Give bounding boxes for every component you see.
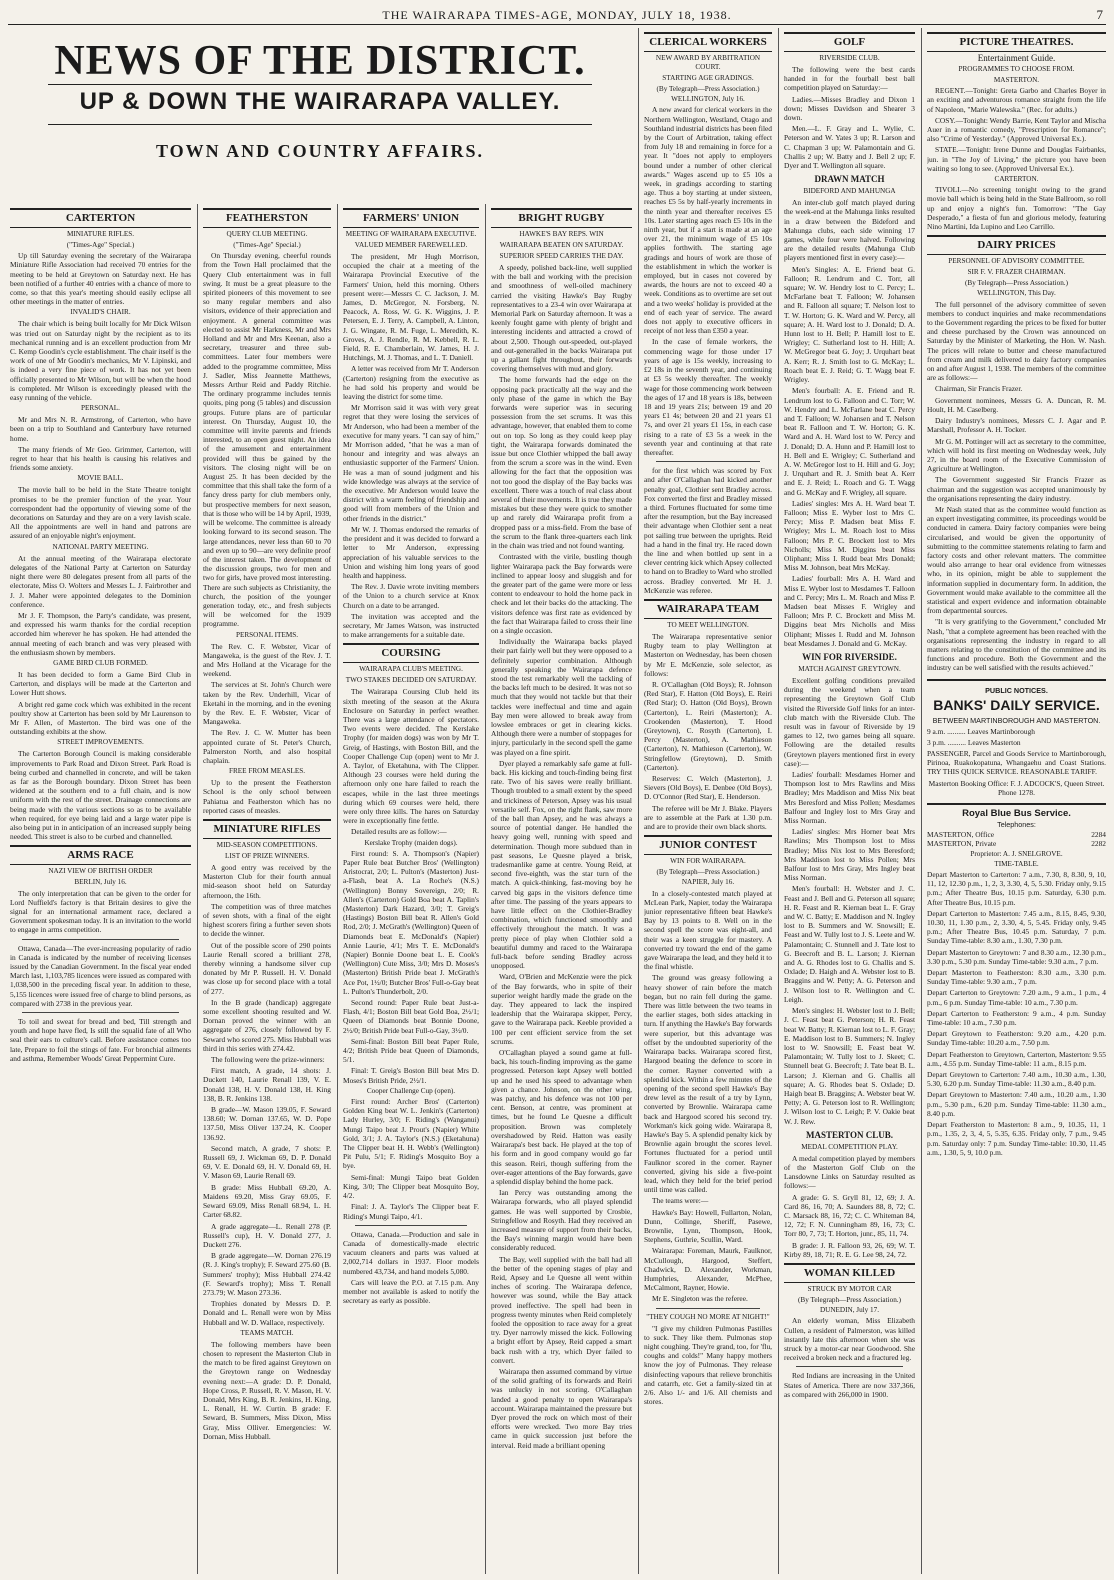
- column-rule: [638, 28, 639, 1574]
- subheading: BIDEFORD AND MAHUNGA: [803, 187, 896, 196]
- paragraph: Ladies' fourball: Mesdames Horner and Thompson lost to Mrs Rawlins and Miss Bradley; Mrs Maddison and Miss Nix beat Mrs Beresford and Miss Pollen; Mesdames Balfour and Ingley lost to Mrs Gray and Miss Norman.: [784, 770, 915, 826]
- subheading: MASTERTON.: [993, 76, 1040, 84]
- subheading: TEAMS MATCH.: [240, 1328, 294, 1337]
- paragraph: The teams were:—: [652, 1196, 709, 1206]
- timetable-entry: Depart Masterton to Featherston: 8.30 a.m., 3.30 p.m. Sunday Time-table: 9.30 a.m., 7 p.m.: [927, 968, 1106, 987]
- paragraph: The Wairarapa representative senior Rugby team to play Wellington at Masterton on Wednesday, has been chosen by Mr E. McKenzie, sole selector, as follows:: [644, 631, 772, 678]
- paragraph: Ladies.—Misses Bradley and Dixon 1 down; Misses Davidson and Shearer 3 down.: [784, 94, 915, 123]
- paragraph: The ground was greasy following a heavy shower of rain before the match began, but no rain fell during the game. There was little between the two teams in the earlier stages, both sides attacking in turn. If anything the Hawke's Bay forwards were superior, but this advantage was offset by the undoubted superiority of the Wairarapa backs. Wairarapa scored first, Hargood beating the defence to score in the corner. Rayner converted with a splendid kick. Within a few minutes of the opening of the second spell Hawke's Bay drew level as the result of a try by Lynn, converted by Brownlie. Wairarapa came back and Hargood scored his second try. Workman's kick going wide. Wairarapa 8, Hawke's Bay 5. A splendid penalty kick by Brownlie again brought the scores level. Fortunes fluctuated for a period until Faulknor scored in the corner. Rayner converted, giving his side a five-point lead, which they held for the brief period until time was called.: [644, 973, 772, 1195]
- paragraph: Individually the Wairarapa backs played their part fairly well but they were opposed to a definitely superior combination. Although generally speaking the Wairarapa defence stood the test remarkably well the tackling of the backs left much to be desired. It was not so much that they would not tackle but that their tackles were ineffectual and time and again Bay men were allowed to break away from lowslee embraces or get in clearing kicks. Although there were a number of stoppages for injury, particularly in the second spell the game was played on a fine spirit.: [491, 637, 632, 757]
- section-heading: WIN FOR RIVERSIDE.: [802, 651, 897, 662]
- paragraph: The full personnel of the advisory committee of seven members to conduct inquiries and make recommendations to the Government regarding the prices to be fixed for butter and cheese purchased by the Crown was announced on Saturday by the Minister of Marketing, the Hon. W. Nash. The prices will relate to butter and cheese manufactured from cream and milk delivered to dairy factory companies on and after August 1, 1938. The members of the committee are as follows:—: [927, 299, 1106, 383]
- paragraph: The many friends of Mr Geo. Grimmer, Carterton, will regret to hear that his health is causing his relatives and friends some anxiety.: [10, 444, 191, 473]
- subheading: WAIRARAPA BEATEN ON SATURDAY.: [499, 241, 624, 249]
- advertisement-heading: Royal Blue Bus Service.: [962, 808, 1071, 819]
- subheading: PROGRAMMES TO CHOOSE FROM.: [958, 65, 1075, 73]
- banner-rule: [48, 124, 592, 125]
- subheading: PERSONAL ITEMS.: [235, 630, 299, 639]
- subheading: Cooper Challenge Cup (open).: [366, 1086, 456, 1095]
- telephone-label: MASTERTON, Office: [927, 830, 995, 840]
- paragraph: The Carterton Borough Council is making considerable improvements to Park Road and Dixon Street. Park Road is being curbed and channelled in concrete, and will be taken as far as the Borough boundary. Dixon Street has been widened at the southern end to a full chain, and is now uniform with the rest of the street. Drainage connections are being made with the various sections so as to be available when required, for eye being laid and a large water pipe is also being put in in anticipation of an increased supply being needed. This street is also to be curbed and channelled.: [10, 749, 191, 842]
- paragraph: B grade: J. R. Falloon 93, 26, 69; W. T. Kirby 89, 18, 71; R. E. G. Lee 98, 24, 72.: [784, 1240, 915, 1259]
- paragraph: A medal competition played by members of the Masterton Golf Club on the Lansdowne Links on Saturday resulted as follows:—: [784, 1153, 915, 1191]
- advertisement-text: PASSENGER, Parcel and Goods Service to Martinborough, Pirinoa, Ruakokopatuna, Whangaehu and Coast Stations. TRY THIS QUICK SERVICE. REASONABLE TARIFF.: [927, 748, 1106, 777]
- paragraph: The movie ball to be held in the State Theatre tonight promises to be the premier function of the year. Your correspondent had the opportunity of viewing some of the decorations on Saturday and they are on a very lavish scale. All the appointments are well in hand and patrons are assured of an enjoyable night's enjoyment.: [10, 485, 191, 541]
- divider: [656, 1308, 760, 1309]
- paragraph: A letter was received from Mr T. Anderson (Carterton) resigning from the executive as he had sold his property and would be leaving the district for some time.: [343, 364, 479, 402]
- credit-line: ("Times-Age" Special.): [233, 241, 301, 249]
- telephone-label: MASTERTON, Private: [927, 839, 997, 849]
- dateline: WELLINGTON, July 16.: [671, 95, 745, 104]
- paragraph: REGENT.—Tonight: Greta Garbo and Charles Boyer in an exciting and adventurous romance straight from the life of Napoleon, "Marie Walewska." (Rec. for adults.): [927, 86, 1106, 114]
- paragraph: Mr and Mrs N. R. Armstrong, of Carterton, who have been on a trip to Southland and Canterbury have returned home.: [10, 415, 191, 443]
- page-number: 7: [1096, 7, 1104, 22]
- divider: [656, 461, 760, 462]
- paragraph: The competition was of three matches of seven shots, with a final of the eight highest scorers firing a further seven shots to decide the winner.: [203, 901, 331, 939]
- section-heading: COURSING: [343, 643, 479, 663]
- telephone-number: 2284: [1091, 830, 1106, 840]
- timetable-entry: Depart Carterton to Masterton: 7.45 a.m., 8.15, 8.45, 9.30, 10.30, 11, 1.30 p.m., 2, 3.30, 4, 5, 5.45. Friday only, 9.45 p.m.; After Theatre Bus, 10.45 p.m. Saturday, 7 p.m. Sunday Time-table: 8.30 a.m., 1.30, 7.30 p.m.: [927, 908, 1106, 946]
- subheading: QUERY CLUB MEETING.: [226, 230, 308, 238]
- paragraph: for the first which was scored by Fox and after O'Callaghan had kicked another penalty goal, Clothier sent Bradley across. Fox converted the first and Bradley missed a third. Fortunes fluctuated for some time after the resumption, but the Bay increased their advantage when Clothier sent a neat pot sailing true between the uprights. Reid had a hand in the final try. He raced down the line and when bottled up sent in a clever centring kick which Apsey collected to hand on to Bradley to Ward who strolled across. Bradley converted. Mr H. J. McKenzie was referee.: [644, 466, 772, 595]
- paragraph: The only interpretation that can be given to the order for Lord Nuffield's factory is that Britain desires to give the signal for an international armament race, declared a Government spokesman today. It is an invitation to the world to engage in arms competition.: [10, 888, 191, 935]
- subheading: PERSONAL.: [81, 404, 120, 413]
- paragraph: The referee will be Mr J. Blake. Players are to assemble at the Park at 1.30 p.m. and are to provide their own black shorts.: [644, 803, 772, 832]
- subheading: Entertainment Guide.: [977, 53, 1056, 63]
- paragraph: TIVOLI.—No screening tonight owing to the grand movie ball which is being held in the State Ballroom, so roll up and enjoy a night's fun. Tomorrow: "The Gay Desperado," a fiesta of fun and glorious melody, featuring Nino Martini, Ida Lupino and Leo Carrillo.: [927, 185, 1106, 232]
- paragraph: Men's fourball: H. Webster and J. C. Feast and J. Bell and G. Peterson all square; H. R. Feast and R. Kiernan beat L. F. Gray and W. C. Batty; E. Maddison and N. Ingley lost to B. Summers and W. Snowsill; E. Feast and W. Tully lost to J. S. Leete and W. Palamontain; C. Stunnell and J. Tate lost to G. Beecroft and B. L. Larson; J. Kiernan and A. G. Rhodes lost to G. Challis and S. Oxlade; D. Haigh and A. Webster lost to B. Braggins and W. Petty; A. G. Peterson and J. Wilson lost to R. Wellington and C. Leigh.: [784, 884, 915, 1004]
- paragraph: Wairarapa: Foreman, Maurk, Faulknor, McCullough, Hargood, Steffert, Chadwick, D. Alexander, Workman, Humphries, Alexander, McPhee, McCalmont, Rayner, Howie.: [644, 1246, 772, 1293]
- subheading: Kerslake Trophy (maiden dogs).: [364, 838, 458, 847]
- subheading: PERSONNEL OF ADVISORY COMMITTEE.: [948, 257, 1085, 266]
- paragraph: B grade—W. Mason 139.05, F. Seward 138.60; W. Dornan 137.65, W. D. Pope 137.50, Miss Oliver 137.24, K. Cooper 136.92.: [203, 1105, 331, 1142]
- paragraph: The Rev. J. C. W. Mutter has been appointed curate of St. Peter's Church, Palmerston North, and also hospital chaplain.: [203, 728, 331, 765]
- column-farmers-union: [343, 204, 479, 1574]
- column-rule: [337, 204, 338, 1574]
- timetable-entry: Depart Carterton to Greytown: 7.20 a.m., 9 a.m., 1 p.m., 4 p.m., 6 p.m. Sunday Time-table: 10 a.m., 7.30 p.m.: [927, 988, 1106, 1007]
- paragraph: Second match, A grade, 7 shots: P. Russell 69, J. Wickman 69, D. P. Donald 69, V. E. Donald 69, H. V. Donald 69, H. V. Mason 69, Laurie Renall 69.: [203, 1143, 331, 1181]
- masthead-title: THE WAIRARAPA TIMES-AGE, MONDAY, JULY 18, 1938.: [382, 8, 732, 22]
- banner-rule: [48, 84, 592, 85]
- section-heading: CARTERTON: [10, 208, 191, 228]
- subheading: FREE FROM MEASLES.: [228, 767, 306, 776]
- paragraph: The services at St. John's Church were taken by the Rev. Underhill, Vicar of Eketahi in the morning, and in the evening by the Rev. E. F. Webster, Vicar of Mangaweka.: [203, 680, 331, 727]
- subheading: WIN FOR WAIRARAPA.: [670, 857, 746, 866]
- paragraph: The president, Mr Hugh Morrison, occupied the chair at a meeting of the Wairarapa Provincial Executive of the Farmers' Union, held this morning. Others present were:—Messrs C. C. Jackson, J. M. James, D. McGregor, N. Forsberg, N. Peacock, A. Ross, W. G. K. Wiggins, J. P. Petersen, E. J. Terry, A. Campbell, A. Linton, J. G. Wingate, R. M. Fuge, L. Meredith, K. Groves, A. J. Rendle, R. M. Kebbell, R. L. Field, R. E. Chamberlain, W. James, H. J. Hutchings, M. J. Thomas, and L. T. Daniell.: [343, 252, 479, 363]
- divider: [796, 1366, 903, 1367]
- timetable-entry: Depart Featherston to Masterton: 8 a.m., 9, 10.35, 11, 1 p.m., 1.35, 2, 3, 4, 5, 5.35, 6.35. Friday only, 7 p.m., 9.45 p.m. Saturday only: 7 p.m. Sunday Time-table: 10.30, 11.45 a.m., 1.30, 5, 9, 10.0 p.m.: [927, 1120, 1106, 1157]
- bus-timetable: [927, 830, 1106, 1157]
- paragraph: Second round: Paper Rule beat Just-a-Flash, 4/1; Boston Bill beat Gold Boa, 2½/1; Queen of Diamonds beat Bonnie Doone, 2½/0; British Pride beat Full-o-Gay, 3½/0.: [343, 998, 479, 1035]
- subheading: STREET IMPROVEMENTS.: [57, 738, 144, 747]
- paragraph: STATE.—Tonight: Irene Dunne and Douglas Fairbanks, jun. in "The Joy of Living," the picture you have been waiting so long to see. (Approved Universal Ex.).: [927, 145, 1106, 173]
- subheading: HAWKE'S BAY REPS. WIN: [519, 230, 604, 238]
- section-heading: PUBLIC NOTICES.: [985, 685, 1048, 695]
- divider: [355, 1225, 467, 1226]
- paragraph: Dyer played a remarkably safe game at full-back. His kicking and touch-finding being first rate. Two of his saves were really brilliant. Though troubled to a small extent by the speed and trickiness of Peterson, Apsey was his usual versatile self. Fox, on the right flank, saw more of the ball than Apsey, and he was always a source of potential danger. He handled the heavy going well, running with speed and determination. Though more subdued than in past seasons, Le Quesne played a brisk, tradesmanlike game at centre. Young Reid, at second five-eighth, was the star turn of the match. A quick-thinking, fast-moving boy he carved big gaps in the visitors defence time after time. The passing of the years appears to have little effect on the Clothier-Bradley combination, which functioned smoothly and effectively throughout the match. It was a pretty piece of play when Clothier sold a beautiful dummy and raced to the Wairarapa full-back before sending Bradley across unopposed.: [491, 758, 632, 971]
- paragraph: Ladies' singles: Mrs A. H. Ward beat T. Falloon; Miss E. Wyber lost to Mrs C. Percy; Miss P. Madsen beat Miss F. Wrigley; Mrs L. M. Roach lost to Miss Falloon; Mrs P. C. Brockett lost to Mrs Nicholls; Miss M. Diggins beat Miss Oliphant; Miss I. Rudd beat Mrs Donald; Miss M. Johnson, beat Mrs McKay.: [784, 498, 915, 573]
- paragraph: The Government suggested Sir Francis Frazer as chairman and the suggestion was accepted unanimously by the organisations representing the dairy industry.: [927, 475, 1106, 503]
- section-heading: GOLF: [784, 32, 915, 52]
- paragraph: At the annual meeting of the Wairarapa electorate delegates of the National Party at Carterton on Saturday night there were 80 delegates present from all parts of the electorate, Miss O. Wolters and Messrs L. J. Fairbrother and J. J. Maher were appointed delegates to the Dominion conference.: [10, 553, 191, 609]
- paragraph: Cars will leave the P.O. at 7.15 p.m. Any member not available is asked to notify the secretary as early as possible.: [343, 1277, 479, 1306]
- column-featherston: [203, 204, 331, 1574]
- section-heading: FARMERS' UNION: [343, 208, 479, 228]
- section-heading: DAIRY PRICES: [927, 235, 1106, 255]
- section-heading: DRAWN MATCH: [814, 174, 885, 185]
- paragraph: B grade: Miss Hubball 69.20, A. Maidens 69.20, Miss Gray 69.05, F. Seward 69.09, Miss Renall 68.94, L. H. Carter 68.82.: [203, 1182, 331, 1220]
- subheading: SIR F. V. FRAZER CHAIRMAN.: [967, 268, 1066, 277]
- banner-headline: NEWS OF THE DISTRICT.: [54, 38, 586, 84]
- paragraph: Men's Singles: A. E. Friend beat G. Falloon; R. Lendrum and C. Torr, all square; W. W. Hendry lost to C. Percy; L. McFarlane beat T. Falloon; W. Johansen and R. Falloon all square; T. Nelson lost to T. W. Horton; G. K. Ward and W. Percy, all square; A. H. Ward lost to J. Donald; D. A. Hunn lost to H. Bell; P. Hamill lost to E. Wrigley; C. Sutherland lost to H. Hill; A. W. McGregor beat G. Joy; J. Urquhart beat A. Kerr; R. J. Smith lost to G. McKay; L. Roach beat E. J. Reid; G. T. Wagg beat F. Wrigley.: [784, 264, 915, 385]
- paragraph: Semi-final: Boston Bill beat Paper Rule, 4/2; British Pride beat Queen of Diamonds, 5/1.: [343, 1036, 479, 1065]
- paragraph: Mr G. M. Pottinger will act as secretary to the committee, which will hold its first meeting on Wednesday week, July 27, in the board room of the Executive Commission of Agriculture at Wellington.: [927, 436, 1106, 474]
- section-heading: MASTERTON CLUB.: [805, 1129, 894, 1140]
- subheading: Telephones:: [997, 820, 1036, 829]
- paragraph: The home forwards had the edge on the opposing pack practically all the way and the only phase of the game in which the Bay forwards were superior was in securing possession from the set scrums. It was this advantage, however, that enabled them to come out on top. So long as they could keep play tight, the Wairarapa forwards dominated the issue but once Clothier whipped the ball away from the scrum a score was in the wind. Even allowing for the fact that the opposition was not too good the display of the Bay backs was excellent. There was a touch of real class about several of their movements. It is true they made mistakes but these they were quick to smother up and rarely did Wairarapa profit from a dropped pass or a miss-field. From the base of the scrum to the flank three-quarters each link in the chain was tried and not found wanting.: [491, 375, 632, 551]
- subheading: VALUED MEMBER FAREWELLED.: [354, 241, 468, 249]
- paragraph: An inter-club golf match played during the week-end at the Mahunga links resulted in a draw between the Bideford and Mahunga clubs, each side winning 17 games, while four were halved. Following are the detailed results (Mahunga Club players mentioned first in every case):—: [784, 198, 915, 263]
- paragraph: Red Indians are increasing in the United States of America. There are now 337,366, as compared with 266,000 in 1900.: [784, 1371, 915, 1399]
- paragraph: Ian Percy was outstanding among the Wairarapa forwards, who all played splendid games. He was well supported by Crosbie, Stringfellow and Rosyth. Had they received an increased measure of support from their backs, the Bay's winning margin would have been considerably reduced.: [491, 1188, 632, 1253]
- paragraph: R. O'Callaghan (Old Boys); R. Johnson (Red Star), F. Hatton (Old Boys), E. Reiri (Red Star); O. Hatton (Old Boys), Brown (Carterton), L. Reiri (Masterton); A. Crookenden (Masterton), T. Hood (Greytown), C. Rosyth (Carterton), I. Percy (Masterton), A. Mathieson (Carterton), N. Mathieson (Carterton), W. Stringfellow (Greytown), D. Smith (Carterton).: [644, 679, 772, 772]
- paragraph: Excellent golfing conditions prevailed during the weekend when a team representing the Greytown Golf Club visited the Riverside Golf links for an inter-club match with the Riverside Club. The result was in favour of Riverside by 19 games to 12, two games being all square. Following are the detailed results (Greytown players mentioned first in every case):—: [784, 675, 915, 768]
- paragraph: The following were the best cards handed in for the fourball best ball competition played on Saturday:—: [784, 65, 915, 93]
- column-carterton: [10, 204, 191, 1574]
- paragraph: First round: Archer Bros' (Carterton) Golden King beat W. L. Jenkin's (Carterton) Lady Hurley, 3/0; F. Riding's (Wanganui) Mungi Taipo beat J. Prout's (Napier) White Gold, 3/1; J. A. Taylor's (N.S.) (Eketahuna) The Clipper beat H. H. Webb's (Wellington) Pit Pulu, 5/1; F. Riding's Mosquito Boy a bye.: [343, 1097, 479, 1171]
- paragraph: Wairarapa then assumed command by virtue of the solid grafting of its forwards and Reiri was unlucky in not scoring. O'Callaghan landed a good penalty to open Wairarapa's account. Wairarapa maintained the pressure but Dyer proved the rock on which most of their efforts were wrecked. Two more Bay tries came in quick succession just before the interval. Reid made a brilliant opening: [491, 1366, 632, 1450]
- paragraph: Ladies' fourball: Mrs A. H. Ward and Miss E. Wyber lost to Mesdames T. Falloon and C. Percy; Mrs L. M. Roach and Miss P. Madsen beat Misses F. Wrigley and Falloon; Mrs P. C. Brockett and Miss M. Diggins beat Mrs Nicholls and Miss Oliphant; Misses I. Rudd and M. Johnson beat Mesdames J. Donald and G. McKay.: [784, 574, 915, 648]
- subheading: RIVERSIDE CLUB.: [819, 54, 880, 62]
- paragraph: B grade aggregate—W. Dornan 276.19 (R. J. King's trophy); F. Seward 275.60 (B. Summers' trophy); Miss Hubball 274.42 (F. Seward's trophy); Miss T. Renall 273.79; W. Mason 273.36.: [203, 1251, 331, 1297]
- credit-line: (By Telegraph—Press Association.): [656, 85, 760, 93]
- advertisement-text: "I give my children Pulmonas Pastilles to suck. They like them. Pulmonas stop night coughing. They're grand, too, for 'flu, coughs and colds!" Many happy mothers know the joy of Pulmonas. They release disinfecting vapours that relieve bronchitis and catarrh, etc. Get a family-sized tin at 2/6. Also 1/- and 1/6. All chemists and stores.: [644, 1323, 772, 1407]
- timetable-entry: Depart Greytown to Featherston: 9.20 a.m., 4.20 p.m. Sunday Time-table: 10.20 a.m., 7.50 p.m.: [927, 1029, 1106, 1048]
- paragraph: Ottawa, Canada.—Production and sale in Canada of domestically-made electric vacuum cleaners and parts was valued at 2,002,714 dollars in 1937. Floor models numbered 43,734, and hand models 5,080.: [343, 1229, 479, 1276]
- paragraph: The Wairarapa Coursing Club held its sixth meeting of the season at the Akura Enclosure on Saturday in perfect weather. There was a large attendance of spectators. Two events were decided. The Kerslake Trophy (for maiden dogs) was won by Mr T. Greig, of Hastings, with Boston Bill, and the Cooper Challenge Cup (open) went to Mr J. A. Taylor, of Eketahuna, with The Clipper. Although 23 courses were held during the afternoon only one hare failed to reach the escapes, while in the last three meetings during which 69 courses were held, there were only three kills. The hares on Saturday were in exceptionally fine fettle.: [343, 687, 479, 826]
- schedule-line: 9 a.m. .......... Leaves Martinborough: [927, 726, 1035, 736]
- section-heading: BRIGHT RUGBY: [491, 208, 632, 228]
- section-heading: CLERICAL WORKERS: [644, 32, 772, 52]
- subheading: STRUCK BY MOTOR CAR: [807, 1284, 892, 1293]
- column-bright-rugby: [491, 204, 632, 1574]
- timetable-entry: Depart Greytown to Carterton: 7.40 a.m., 10.30 a.m., 1.30, 5.30, 6.20 p.m. Sunday Time-table: 11.30 a.m., 8.40 p.m.: [927, 1070, 1106, 1089]
- paragraph: Chairman, Sir Francis Frazer.: [935, 384, 1023, 394]
- paragraph: Mr W. J. Thomas endorsed the remarks of the president and it was decided to forward a letter to Mr Anderson, expressing appreciation of his valuable services to the Union and wishing him long years of good health and happiness.: [343, 524, 479, 580]
- paragraph: The Rev. J. Davie wrote inviting members of the Union to a church service at Knox Church on a date to be arranged.: [343, 582, 479, 610]
- column-rule: [197, 204, 198, 1574]
- paragraph: Mr Morrison said it was with very great regret that they were losing the services of Mr Anderson, who had been a member of the executive for many years. "I can say of him," Mr Morrison added, "that he was a man of honour and integrity and was always an enthusiastic supporter of the Farmers' Union. He was a man of sound judgment and his wide knowledge was always at the service of the executive. Mr Anderson would leave the district with a warm feeling of friendship and good will from members of the Union and other friends in the district.": [343, 403, 479, 523]
- section-heading: WOMAN KILLED: [784, 1263, 915, 1283]
- subheading: CARTERTON.: [994, 175, 1039, 184]
- paragraph: Mr J. F. Thompson, the Party's candidate, was present, and expressed his warm thanks for the cordial reception accorded him wherever he has spoken. He had attended the annual meeting of each branch and was very pleased with the enthusiasm shown by members.: [10, 610, 191, 657]
- timetable-entry: Depart Masterton to Carterton: 7 a.m., 7.30, 8, 8.30, 9, 10, 11, 12, 12.30 p.m., 1, 2, 3, 3.30, 4, 5, 5.30. Friday only, 9.15 p.m.; After Theatre Bus, 10.15 p.m. Saturday, 6.30 p.m. After Theatre Bus, 10.15 p.m.: [927, 870, 1106, 907]
- credit-line: (By Telegraph—Press Association.): [798, 1295, 901, 1304]
- paragraph: A bright red game cock which was exhibited in the recent poultry show at Carterton has been sold by Mr Laurenson to Mr F. Allen, of Masterton. The bird was one of the outstanding exhibits at the show.: [10, 699, 191, 737]
- subheading: BETWEEN MARTINBOROUGH AND MASTERTON.: [932, 715, 1101, 725]
- subheading: MOVIE BALL.: [77, 474, 124, 483]
- paragraph: It has been decided to form a Game Bird Club in Carterton, and displays will be made at the Carterton and Lower Hutt shows.: [10, 669, 191, 698]
- paragraph: Dairy Industry's nominees, Messrs C. J. Agar and P. Marshall, Professor A. H. Tocker.: [927, 416, 1106, 435]
- paragraph: Trophies donated by Messrs D. P. Donald and L. Renall were won by Miss Hubball and W. D. Wallace, respectively.: [203, 1299, 331, 1327]
- paragraph: Contrasted with the virile, bustling though lighter Wairarapa pack the Bay forwards were inclined to appear loosy and sluggish and for the greater part of the game were more or less content to endeavour to hold the home pack in check and let their backs do the attacking. The visitors defence was first rate as evidenced by the fact that Wairarapa failed to cross their line on a single occasion.: [491, 552, 632, 635]
- paragraph: The following members have been chosen to represent the Masterton Club in the match to be fired against Greytown on the Greytown range on Wednesday evening next:—A grade: D. P. Donald, Hope Cross, P. Russell, R. V. Mason, H. V. Donald, Mrs King, B. R. Jenkins, H. King, L. Renall, H. W. Curtin. B grade: F. Seward, B. Summers, Miss Dixon, Miss Gray, Miss Olliver. Emergencies: W. Dornan, Miss Hubball.: [203, 1339, 331, 1441]
- credit-line: (By Telegraph—Press Association.): [656, 868, 760, 877]
- dateline: DUNEDIN, July 17.: [819, 1306, 880, 1315]
- paragraph: Up till Saturday evening the secretary of the Wairarapa Miniature Rifle Association had received 70 entries for the meeting to be held at Greytown on Saturday next. He has been notified of a further 40 entries with a chance of more to come, so that this year's meeting should easily eclipse all other meetings in the matter of entries.: [10, 251, 191, 307]
- paragraph: In a closely-contested match played at McLean Park, Napier, today the Wairarapa junior representative fifteen beat Hawke's Bay by 13 points to 8. Well on in the second spell the score was eight-all, and their was a keen struggle for mastery. A converted try toward the end of the game gave Wairarapa the lead, and they held it to the final whistle.: [644, 888, 772, 972]
- subheading: GAME BIRD CLUB FORMED.: [53, 658, 148, 667]
- proprietor: Proprietor: A. J. SNELGROVE.: [970, 849, 1063, 858]
- royal-blue-bus-advert: [927, 803, 1106, 829]
- advertisement-heading: "THEY COUGH NO MORE AT NIGHT!": [646, 1312, 770, 1321]
- paragraph: "It is very gratifying to the Government," concluded Mr Nash, "that a complete agreement has been reached with the organisations representing the industry in regard to all matters relating to the constitution of the committee and its functions and procedure. Both the Government and the industry can be well satisfied with the results achieved.": [927, 617, 1106, 673]
- paragraph: Final: J. A. Taylor's The Clipper beat F. Riding's Mungi Taipo, 4/1.: [343, 1202, 479, 1221]
- paragraph: Ladies' singles: Mrs Horner beat Mrs Rawlins; Mrs Thompson lost to Miss Bradley; Miss Nix lost to Mrs Beresford; Mrs Maddison lost to Miss Pollen; Mrs Balfour lost to Mrs Gray, Mrs Ingley beat Miss Norman.: [784, 827, 915, 883]
- subheading: MEDAL COMPETITION PLAY.: [801, 1142, 898, 1151]
- subheading: INVALID'S CHAIR.: [70, 308, 131, 317]
- section-heading: JUNIOR CONTEST: [644, 835, 772, 855]
- column-theatres-notices: [927, 28, 1106, 1574]
- paragraph: A new award for clerical workers in the Northern Wellington, Westland, Otago and Southland industrial districts has been filed by the Court of Arbitration, taking effect from July 18 and remaining in force for a year. It "does not apply to employers bound under a number of other clerical awards." Wages ascend up to £5 10s a week, in gradings according to starting age. Thus a boy starting at under sixteen, reaches £5 5s by half-yearly increments in the ninth year and thereafter receives £5 10s. Later starting ages reach £5 10s in the ninth year, but if a start is made at an age over 21, the minimum wage of £5 10s applies forthwith. The starting age gradings and hours of work are those of the establishment in which the worker is employed, but in cases not covered by awards, the hours are not to exceed 40 a week. Conditions as to overtime are set out and a two weeks' holiday is provided at the end of each year of service. The award does not apply to executive officers in receipt of not less than £350 a year.: [644, 105, 772, 336]
- timetable-entry: Depart Carterton to Featherston: 9 a.m., 4 p.m. Sunday Time-table: 10 a.m., 7.30 p.m.: [927, 1008, 1106, 1028]
- paragraph: Up to the present the Featherston School is the only school between Pahiatua and Featherston which has no reported cases of measles.: [203, 778, 331, 815]
- paragraph: The chair which is being built locally for Mr Dick Wilson was tried out on Saturday night by the recipient as to its mechanical running and is an excellent production from Mr C. Kemp Goodin's cycle establishment. The chair itself is the work of one of Mr Goodin's mechanics, Mr V. Lipinski, and is indeed a very fine piece of work. It has not yet been officially presented to Mr Wilson, but will be when the hood is completed. Mr Wilson is exceedingly pleased with the easy running of the vehicle.: [10, 319, 191, 403]
- paragraph: A grade aggregate—L. Renall 278 (P. Russell's cup), H. V. Donald 277, J. Duckett 276.: [203, 1221, 331, 1249]
- paragraph: The Bay, well supplied with the ball had all the better of the opening stages of play and Reid, Apsey and Le Quesne all went within inches of scoring. The Wairarapa defence, however was sound, while the Bay attack proved ineffective. The spell had been in progress twenty minutes when Reid completely fooled the opposition to race away for a great try. Dyer narrowly missed the kick. Following a bright effort by Apsey, Reid capped a smart back rush with a try, which Dyer failed to convert.: [491, 1254, 632, 1365]
- paragraph: Out of the possible score of 290 points Laurie Renall scored a brilliant 278, thereby winning a handsome silver cup donated by Mr P. Russell. H. V. Donald was close up for second place with a total of 277.: [203, 940, 331, 996]
- paragraph: Ward, O'Brien and McKenzie were the pick of the Bay forwards, who in spite of their superior weight hardly made the grade on the day. They appeared to lack the inspired leadership that the Wairarapa skipper, Percy, gave to the Wairarapa pack. Keeble provided a 100 per cent efficient service from the set scrums.: [491, 972, 632, 1046]
- dateline: NAPIER, July 16.: [681, 878, 735, 887]
- dateline: WELLINGTON, This Day.: [977, 289, 1056, 298]
- paragraph: The invitation was accepted and the secretary, Mr James Watson, was instructed to make arrangements for a suitable date.: [343, 611, 479, 640]
- column-rule: [921, 28, 922, 1574]
- subheading: NATIONAL PARTY MEETING.: [52, 542, 149, 551]
- section-heading: FEATHERSTON: [203, 208, 331, 228]
- paragraph: Men's fourball: A. E. Friend and R. Lendrum lost to G. Falloon and C. Torr; W. W. Hendry and L. McFarlane beat C. Percy and T. Falloon; W. Johansen and T. Nelson beat R. Falloon and T. W. Horton; G. K. Ward and A. H. Ward lost to W. Percy and J. Donald; D. A. Hunn and P. Hamill lost to H. Bell and E. Wrigley; C. Sutherland and A. W. McGregor lost to H. Hill and G. Joy; J. Urquhart and R. J. Smith beat A. Kerr and E. J. Reid; L. Roach and G. T. Wagg and G. McKay and F. Wrigley, all square.: [784, 386, 915, 497]
- paragraph: On Thursday evening, cheerful rounds from the Town Hall proclaimed that the Query Club entertainment was in full swing. It must be a great pleasure to the spirited pioneers of this movement to see so many regular members and also visitors, evidence of their appreciation and enjoyment. A general committee was elected to assist Mr Harkness, Mr and Mrs Holland and Mr and Mrs Keenan, also a secretary, treasurer and three sub-committees. Later four members were added to the programme committee, Miss J. Sadler, Miss Jeannette Matthews, Messrs Arthur Reid and Paddy Ritchie. The ordinary programme includes tennis quoits, ping pong (5 tables) and discussion groups. Future plans are of particular interest. On Thursday, August 10, the committee will invite parents and friends interested, to an open guest night. An idea of the amusement and entertainment provided will thus be gained by the visitors. The closing night will be on August 25. It has been decided by the committee that this shall take the form of a fancy dress party for club members only, but prospective members for next season, that is those who will be 14 by April, 1939, will be welcome. The committee is already looking forward to its second season. The large attendances, never less than 60 to 70 and even up to 90—are very definite proof of the interest taken. The development of the discussion groups, two for men and two for girls, have proved most interesting. There are such subjects as Christianity, the church, the position of the younger generation today, etc., and fresh subjects will be welcomed for the 1939 programme.: [203, 251, 331, 629]
- public-notices: [927, 679, 1106, 725]
- advertisement-heading: BANKS' DAILY SERVICE.: [933, 696, 1100, 713]
- paragraph: In the case of female workers, the commencing wage for those under 17 years of age is 15s weekly, increasing to £2 18s in the seventh year, and continuing at £3 5s weekly thereafter. The weekly wage for those commencing work between the ages of 17 and 18 years is 18s, between 18 and 19 years 21s; between 19 and 20 years £1 4s; between 20 and 21 years £1 7s, and over 21 years £1 15s, in each case rising to a rate of £3 5s a week in the seventh year and continuing at that rate thereafter.: [644, 337, 772, 457]
- advertisement-verse: To toil and sweat for bread and bed, Till strength and youth and hope have fled, Is still the squalid fate of all Who seal their ears to culture's call. Before assistance comes too late, Prepare to foil the stings of fate. For bronchial ailments and asthma, Remember Woods' Great Peppermint Cure.: [10, 1017, 191, 1063]
- paragraph: In the B grade (handicap) aggregate some excellent shooting resulted and W. Dornan proved the winner with an aggregate of 276, closely followed by F. Seward who scored 275. Miss Hubball was third in this series with 274.42.: [203, 997, 331, 1053]
- subheading: TIME-TABLE.: [994, 859, 1039, 868]
- column-golf: [784, 28, 915, 1574]
- subheading: WAIRARAPA CLUB'S MEETING.: [359, 665, 463, 674]
- banks-schedule: [927, 727, 1106, 797]
- subheading: MID-SEASON COMPETITIONS.: [216, 840, 318, 849]
- paragraph: A grade: G. S. Gryll 81, 12, 69; J. A. Card 86, 16, 70; A. Saunders 88, 8, 72; C. C. Marsack 88, 16, 72; C. C. Whiteman 84, 12, 72; F. N. Cunningham 89, 16, 73; C. Torr 80, 7, 73; T. Horton, junr., 85, 11, 74.: [784, 1192, 915, 1239]
- advertisement-text: Masterton Booking Office: F. J. ADCOCK'S, Queen Street. Phone 1278.: [928, 778, 1105, 797]
- paragraph: Detailed results are as follow:—: [351, 827, 447, 837]
- column-rule: [485, 204, 486, 1574]
- paragraph: The Rev. C. F. Webster, Vicar of Mangaweka, is the guest of the Rev. J. T. and Mrs Holland at the Vicarage for the weekend.: [203, 641, 331, 679]
- subheading: TO MEET WELLINGTON.: [667, 620, 749, 629]
- timetable-entry: Depart Featherston to Greytown, Carterton, Masterton: 9.55 a.m., 4.55 p.m. Sunday Time-table: 11 a.m., 8.15 p.m.: [927, 1049, 1106, 1068]
- telephone-number: 2282: [1091, 839, 1106, 849]
- paragraph: The following were the prize-winners:: [211, 1055, 325, 1065]
- paragraph: Ottawa, Canada—The ever-increasing popularity of radio in Canada is indicated by the number of receiving licenses issued by the Canadian Government. In the fiscal year ended March last, 1,103,785 licences were issued as compared with 1,038,500 in the preceding fiscal year. In addition to these, 5,155 licences were issued free of charge to blind persons, as compared with 2738 in the previous year.: [10, 943, 191, 1008]
- subheading: MINIATURE RIFLES.: [66, 230, 135, 238]
- district-news-banner: [8, 28, 632, 198]
- paragraph: An elderly woman, Miss Elizabeth Cullen, a resident of Palmerston, was killed instantly late this afternoon when she was struck by a motor-car near Goodwood. She received a broken neck and a fractured leg.: [784, 1316, 915, 1363]
- credit-line: (By Telegraph—Press Association.): [965, 279, 1068, 288]
- divider: [22, 1012, 179, 1013]
- subheading: MATCH AGAINST GREYTOWN.: [798, 664, 901, 673]
- paragraph: First round: S. A. Thompson's (Napier) Paper Rule beat Butcher Bros' (Wellington) Aristocrat, 2/0; L. Pulton's (Masterton) Just-a-Flash, beat A. La Roche's (N.S.) (Wellington) Bonny Sovereign, 2/0; R. Allen's (Carterton) Gold Boa beat A. Taplin's (Masterton) Dark Hazard, 3/0; T. Greig's (Hastings) Boston Bill beat R. Allen's Gold Rod, 2/0; J. McGrath's (Wellington) Queen of Diamonds beat E. McDonald's (Napier) Annie Laurie, 4/1; Mrs T. E. McDonald's (Napier) Bonnie Doone beat L. E. Cook's (Wellington) Cute Miss, 3/0; Mrs D. Moses's (Masterton) British Pride beat J. McGrath's Ace Pot, 1½/0; Butcher Bros' Full-o-Gay beat L. Pulton's Thunderbolt, 2/0.: [343, 848, 479, 996]
- telephone-row: [927, 839, 1106, 848]
- paragraph: Reserves: C. Welch (Masterton), J. Sievers (Old Boys), E. Denbee (Old Boys), D. O'Connor (Red Star), E. Henderson.: [644, 774, 772, 802]
- paragraph: Government nominees, Messrs G. A. Duncan, R. M. Hoult, H. M. Caselberg.: [927, 395, 1106, 414]
- masthead: [8, 6, 1106, 25]
- column-clerical-workers: [644, 28, 772, 1574]
- column-rule: [778, 28, 779, 1574]
- paragraph: Mr Nash stated that as the committee would function as an expert investigating committee, its proceedings would be conducted in camera. Dairy factory companies were being circularised, and would be given the opportunity of submitting to the committee statements relating to farm and factory costs and other relevant matters. The committee would also arrange to hear oral evidence from witnesses who, in its opinion, might be able to supplement the information supplied in documentary form. In addition, the Government would make available to the committee all the statistical and expert evidence and information obtainable from departmental sources.: [927, 504, 1106, 616]
- banner-section-title: TOWN AND COUNTRY AFFAIRS.: [155, 141, 485, 161]
- schedule-line: 3 p.m. .......... Leaves Masterton: [927, 737, 1021, 747]
- timetable-entry: Depart Masterton to Greytown: 7 and 8.30 a.m., 12.30 p.m., 3.30 p.m., 5.30 p.m. Sunday Time-table: 9.30 a.m., 7 p.m.: [927, 947, 1106, 966]
- credit-line: ("Times-Age" Special.): [66, 241, 135, 249]
- paragraph: COSY.—Tonight: Wendy Barrie, Kent Taylor and Mischa Auer in a romantic comedy, "Prescription for Romance"; also "Crime of Yesterday." (Approved Universal Ex.).: [927, 115, 1106, 144]
- paragraph: O'Callaghan played a sound game at full-back, his touch-finding improving as the game progressed. Peterson kept Apsey well bottled up and he used his speed to advantage when given a chance. Johnson, on the other wing, was patchy, and his defence was not 100 per cent. Benson, at centre, was prominent at times, but he found Le Quesne a difficult proposition. Brown was completely overshadowed by Reid. Hatton was easily Wairarapa's best back. He played at the top of his form and in good company would go far this season. Reiri, though suffering from the over-eager attentions of the Bay forwards, gave a splendid display behind the home pack.: [491, 1048, 632, 1186]
- paragraph: Mr E. Singleton was the referee.: [652, 1294, 748, 1304]
- telephone-row: [927, 830, 1106, 839]
- paragraph: A speedy, polished back-line, well supplied with the ball and working with the precision and smoothness of well-oiled machinery carried the visiting Hawke's Bay Rugby representatives to a 23-4 win over Wairarapa at Memorial Park on Saturday afternoon. It was a keenly fought game with plenty of bright and interesting incidents and attracted a crowd of about 2,500. Though out-speeded, out-played and out-generalled in the backs Wairarapa put up a gallant fight throughout, their forwards covering themselves with mud and glory.: [491, 263, 632, 374]
- subheading: SUPERIOR SPEED CARRIES THE DAY.: [499, 252, 624, 260]
- paragraph: Final: T. Greig's Boston Bill beat Mrs D. Moses's British Pride, 2½/1.: [343, 1066, 479, 1085]
- subheading: TWO STAKES DECIDED ON SATURDAY.: [345, 676, 477, 685]
- subheading: NAZI VIEW OF BRITISH ORDER: [48, 867, 153, 876]
- paragraph: A good entry was received by the Masterton Club for their fourth annual mid-season shoot held on Saturday afternoon, the 16th.: [203, 862, 331, 900]
- section-heading: PICTURE THEATRES.: [927, 32, 1106, 52]
- dateline: BERLIN, July 16.: [74, 878, 127, 887]
- section-heading: WAIRARAPA TEAM: [644, 599, 772, 619]
- paragraph: Men's singles: H. Webster lost to J. Bell; J. C. Feast beat G. Peterson; H. R. Feast beat W. Batty; R. Kiernan lost to L. F. Gray; E. Maddison lost to B. Summers; N. Ingley lost to W. Snowsill; E. Feast beat W. Palamontain; W. Tully lost to J. Skeet; C. Stunnell beat G. Beecroft; J. Tate beat B. L. Larson; J. Kiernan and G. Challis all square; A. G. Rhodes beat S. Oxlade; D. Haigh beat B. Braggins; A. Webster beat W. Petty; A. G. Peterson lost to R. Wellington; J. Wilson lost to C. Leigh; P. V. Oakie beat W. J. Rew.: [784, 1006, 915, 1126]
- subheading: MEETING OF WAIRARAPA EXECUTIVE.: [345, 230, 477, 238]
- timetable-entry: Depart Greytown to Masterton: 7.40 a.m., 10.20 a.m., 1.30 p.m., 5.30 p.m., 6.20 p.m. Sunday Time-table: 11.30 a.m., 8.40 p.m.: [927, 1090, 1106, 1118]
- section-heading: MINIATURE RIFLES: [203, 819, 331, 839]
- section-heading: ARMS RACE: [10, 845, 191, 865]
- paragraph: Men.—L. F. Gray and L. Wylie, C. Peterson and W. Yates 3 up; R. Larson and C. Chapman 3 up; W. Palamontain and G. Challis 2 up; W. Batty and J. Bell 2 up; F. Dyer and T. Wellington all square.: [784, 124, 915, 171]
- banner-subheadline: UP & DOWN THE WAIRARAPA VALLEY.: [79, 88, 561, 115]
- paragraph: First match, A grade, 14 shots: J. Duckett 140, Laurie Renall 139, V. E. Donald 138, H. V. Donald 138, H. King 138, B. R. Jenkins 138.: [203, 1066, 331, 1103]
- subheading: STARTING AGE GRADINGS.: [662, 74, 754, 82]
- paragraph: Semi-final: Mungi Taipo beat Golden King, 3/0; The Clipper beat Mosquito Boy, 4/2.: [343, 1172, 479, 1201]
- subheading: NEW AWARD BY ARBITRATION COURT.: [655, 54, 761, 71]
- divider: [22, 939, 179, 940]
- subheading: LIST OF PRIZE WINNERS.: [225, 851, 309, 860]
- paragraph: Hawke's Bay: Howell, Fullarton, Nolan, Dunn, Collinge, Sheriff, Pasewe, Brownlie, Lynn, Thompson, Hook, Stephens, Guthrie, Scullin, Ward.: [644, 1207, 772, 1245]
